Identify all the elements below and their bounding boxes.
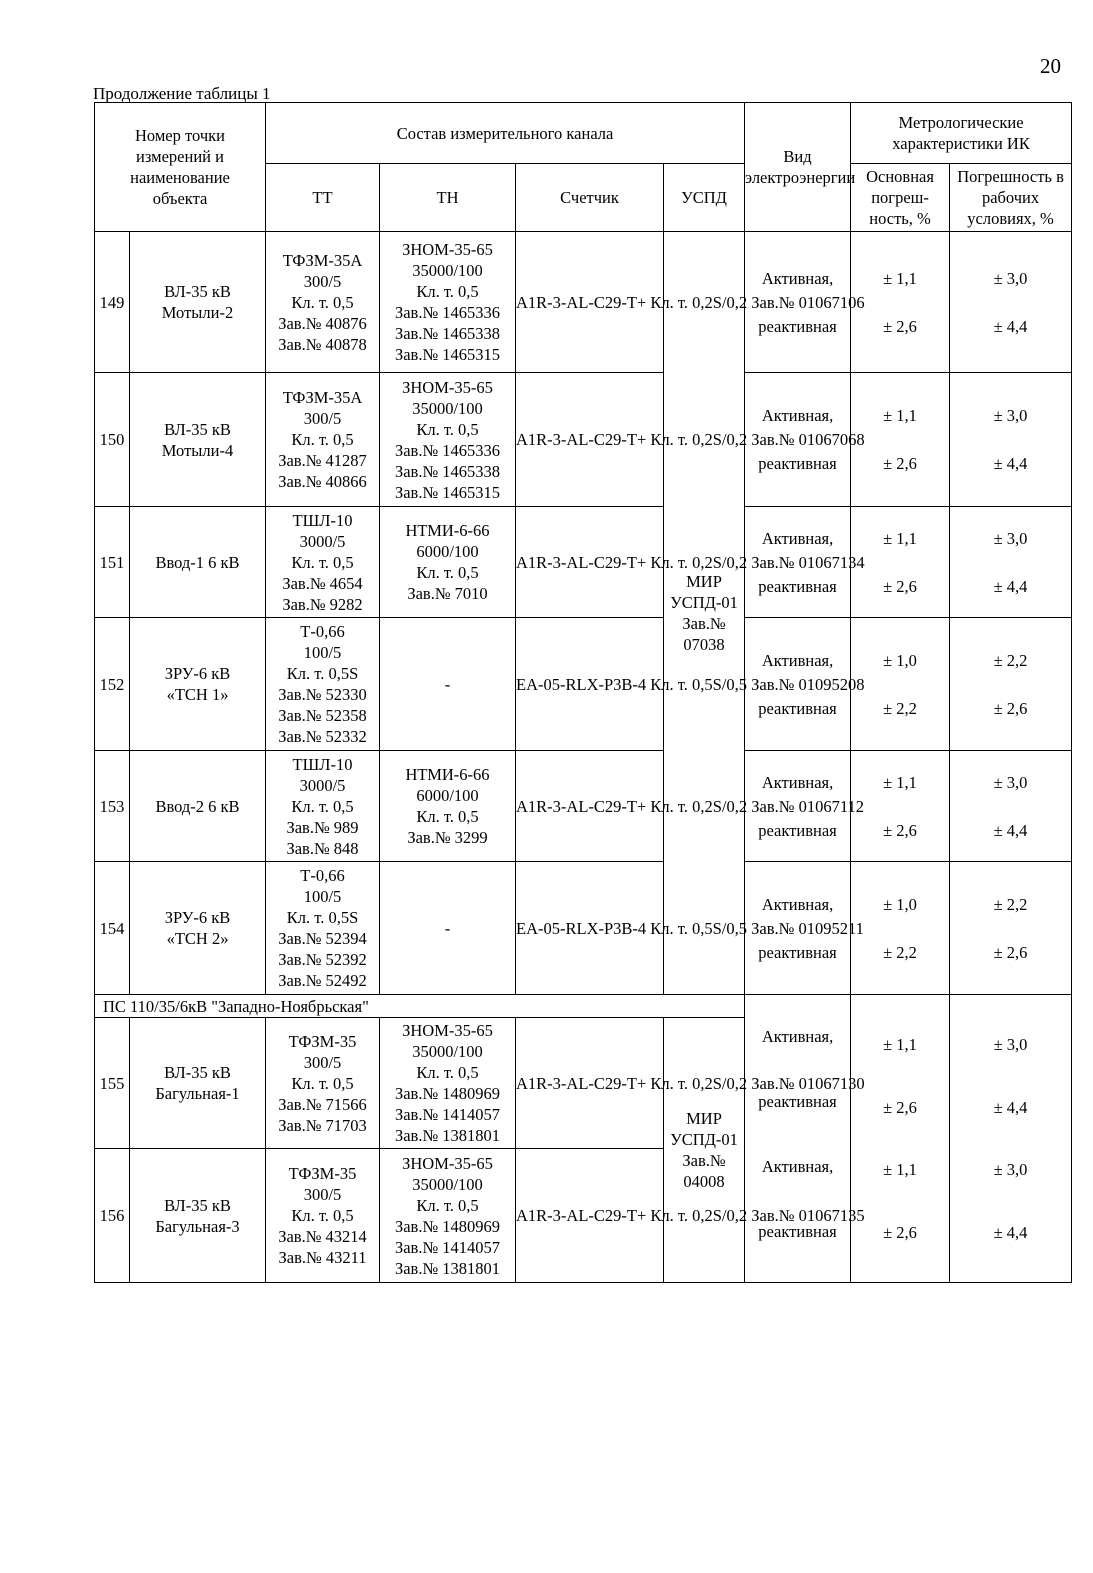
header-channel: Состав измерительного канала <box>266 103 745 164</box>
energy-reactive: реактивная <box>758 576 837 596</box>
tn-cell: ЗНОМ-35-65 35000/100 Кл. т. 0,5 Зав.№ 1465336 Зав.№ 1465338 Зав.№ 1465315 <box>380 232 516 373</box>
base-error-active: ± 1,1 <box>883 406 917 425</box>
base-error-active: ± 1,1 <box>883 1035 917 1055</box>
base-error-reactive: ± 2,6 <box>883 576 917 596</box>
energy-reactive: реактивная <box>758 316 837 336</box>
row-number: 154 <box>95 862 130 995</box>
energy-reactive: реактивная <box>758 942 837 962</box>
work-error-reactive: ± 4,4 <box>993 316 1028 336</box>
work-error-active: ± 3,0 <box>993 406 1028 425</box>
work-error-reactive: ± 2,6 <box>993 698 1028 718</box>
row-number: 155 <box>95 1018 130 1149</box>
header-base-error: Основная погреш-ность, % <box>851 164 950 232</box>
uspd-cell: МИР УСПД-01 Зав.№ 07038 <box>664 232 745 995</box>
work-error-reactive: ± 4,4 <box>993 454 1028 473</box>
work-error-active: ± 2,2 <box>993 894 1028 914</box>
work-error-active: ± 3,0 <box>993 528 1028 548</box>
tt-cell: ТФЗМ-35А 300/5 Кл. т. 0,5 Зав.№ 40876 Зав.№ 40878 <box>266 232 380 373</box>
measurement-table <box>94 102 1072 1283</box>
row-number: 152 <box>95 618 130 751</box>
energy-active: Активная, <box>761 528 834 548</box>
page-number: 20 <box>1040 54 1061 78</box>
row-number: 153 <box>95 751 130 862</box>
base-error-reactive: ± 2,6 <box>883 820 917 840</box>
work-error-active: ± 3,0 <box>993 772 1028 792</box>
base-error-active: ± 1,0 <box>883 894 917 914</box>
work-error-active: ± 3,0 <box>993 1160 1028 1180</box>
energy-active: Активная, <box>761 268 834 288</box>
base-error-reactive: ± 2,6 <box>883 1222 917 1242</box>
table-row <box>95 618 1072 751</box>
energy-active: Активная, <box>761 406 834 425</box>
tt-cell: Т-0,66 100/5 Кл. т. 0,5S Зав.№ 52330 Зав.№ 52358 Зав.№ 52332 <box>266 618 380 751</box>
base-error-reactive: ± 2,6 <box>883 454 917 473</box>
work-error-reactive: ± 4,4 <box>993 1097 1028 1117</box>
section-row <box>95 995 1072 1018</box>
object-name: ВЛ-35 кВ Мотыли-4 <box>130 373 266 507</box>
header-tt: ТТ <box>266 164 380 232</box>
object-name: Ввод-2 6 кВ <box>130 751 266 862</box>
energy-active: Активная, <box>761 772 834 792</box>
tn-cell: - <box>380 862 516 995</box>
tn-cell: ЗНОМ-35-65 35000/100 Кл. т. 0,5 Зав.№ 1480969 Зав.№ 1414057 Зав.№ 1381801 <box>380 1149 516 1283</box>
base-error-active: ± 1,1 <box>883 772 917 792</box>
energy-reactive: реактивная <box>758 454 837 473</box>
meter-cell: EA-05-RLX-P3B-4 Кл. т. 0,5S/0,5 Зав.№ 01095208 <box>516 618 664 751</box>
tt-cell: ТФЗМ-35 300/5 Кл. т. 0,5 Зав.№ 43214 Зав.№ 43211 <box>266 1149 380 1283</box>
work-error-active: ± 3,0 <box>993 268 1028 288</box>
header-point: Номер точки измерений и наименование объекта <box>95 103 266 232</box>
work-error-reactive: ± 4,4 <box>993 820 1028 840</box>
table-row <box>95 373 1072 507</box>
work-error-reactive: ± 4,4 <box>993 1222 1028 1242</box>
base-error-reactive: ± 2,6 <box>883 316 917 336</box>
row-number: 156 <box>95 1149 130 1283</box>
tn-cell: ЗНОМ-35-65 35000/100 Кл. т. 0,5 Зав.№ 1465336 Зав.№ 1465338 Зав.№ 1465315 <box>380 373 516 507</box>
base-error-reactive: ± 2,2 <box>883 942 917 962</box>
meter-cell: A1R-3-AL-C29-T+ Кл. т. 0,2S/0,2 Зав.№ 01067106 <box>516 232 664 373</box>
uspd-cell: МИР УСПД-01 Зав.№ 04008 <box>664 1018 745 1283</box>
object-name: ЗРУ-6 кВ «ТСН 2» <box>130 862 266 995</box>
meter-cell: A1R-3-AL-C29-T+ Кл. т. 0,2S/0,2 Зав.№ 01067130 <box>516 1018 664 1149</box>
header-uspd: УСПД <box>664 164 745 232</box>
work-error-reactive: ± 2,6 <box>993 942 1028 962</box>
object-name: ВЛ-35 кВ Мотыли-2 <box>130 232 266 373</box>
header-meter: Счетчик <box>516 164 664 232</box>
energy-active: Активная, <box>761 650 834 670</box>
tn-cell: НТМИ-6-66 6000/100 Кл. т. 0,5 Зав.№ 3299 <box>380 751 516 862</box>
tn-cell: ЗНОМ-35-65 35000/100 Кл. т. 0,5 Зав.№ 1480969 Зав.№ 1414057 Зав.№ 1381801 <box>380 1018 516 1149</box>
energy-active: Активная, <box>761 1026 834 1046</box>
base-error-active: ± 1,1 <box>883 268 917 288</box>
header-tn: ТН <box>380 164 516 232</box>
tt-cell: ТФЗМ-35А 300/5 Кл. т. 0,5 Зав.№ 41287 Зав.№ 40866 <box>266 373 380 507</box>
energy-active: Активная, <box>761 894 834 914</box>
table-row <box>95 862 1072 995</box>
tt-cell: ТШЛ-10 3000/5 Кл. т. 0,5 Зав.№ 4654 Зав.№ 9282 <box>266 507 380 618</box>
base-error-active: ± 1,1 <box>883 528 917 548</box>
meter-cell: A1R-3-AL-C29-T+ Кл. т. 0,2S/0,2 Зав.№ 01067112 <box>516 751 664 862</box>
meter-cell: A1R-3-AL-C29-T+ Кл. т. 0,2S/0,2 Зав.№ 01067134 <box>516 507 664 618</box>
meter-cell: EA-05-RLX-P3B-4 Кл. т. 0,5S/0,5 Зав.№ 01095211 <box>516 862 664 995</box>
energy-reactive: реактивная <box>758 820 837 840</box>
energy-reactive: реактивная <box>758 1221 837 1241</box>
row-number: 150 <box>95 373 130 507</box>
table-row <box>95 232 1072 373</box>
base-error-reactive: ± 2,6 <box>883 1097 917 1117</box>
table-row <box>95 507 1072 618</box>
energy-active: Активная, <box>761 1156 834 1176</box>
header-energy: Вид электроэнергии <box>745 103 851 232</box>
work-error-reactive: ± 4,4 <box>993 576 1028 596</box>
tt-cell: ТШЛ-10 3000/5 Кл. т. 0,5 Зав.№ 989 Зав.№ 848 <box>266 751 380 862</box>
row-number: 149 <box>95 232 130 373</box>
table-row <box>95 751 1072 862</box>
base-error-active: ± 1,0 <box>883 650 917 670</box>
energy-reactive: реактивная <box>758 1091 837 1111</box>
row-number: 151 <box>95 507 130 618</box>
tn-cell: НТМИ-6-66 6000/100 Кл. т. 0,5 Зав.№ 7010 <box>380 507 516 618</box>
work-error-active: ± 2,2 <box>993 650 1028 670</box>
base-error-active: ± 1,1 <box>883 1160 917 1180</box>
table-caption: Продолжение таблицы 1 <box>93 84 271 103</box>
header-metro: Метрологические характеристики ИК <box>851 103 1072 164</box>
object-name: ВЛ-35 кВ Багульная-3 <box>130 1149 266 1283</box>
tt-cell: ТФЗМ-35 300/5 Кл. т. 0,5 Зав.№ 71566 Зав.№ 71703 <box>266 1018 380 1149</box>
section-title: ПС 110/35/6кВ "Западно-Ноябрьская" <box>95 995 745 1018</box>
header-work-error: Погрешность в рабочих условиях, % <box>950 164 1072 232</box>
object-name: Ввод-1 6 кВ <box>130 507 266 618</box>
object-name: ЗРУ-6 кВ «ТСН 1» <box>130 618 266 751</box>
meter-cell: A1R-3-AL-C29-T+ Кл. т. 0,2S/0,2 Зав.№ 01067068 <box>516 373 664 507</box>
meter-cell: A1R-3-AL-C29-T+ Кл. т. 0,2S/0,2 Зав.№ 01067135 <box>516 1149 664 1283</box>
object-name: ВЛ-35 кВ Багульная-1 <box>130 1018 266 1149</box>
energy-reactive: реактивная <box>758 698 837 718</box>
tt-cell: Т-0,66 100/5 Кл. т. 0,5S Зав.№ 52394 Зав.№ 52392 Зав.№ 52492 <box>266 862 380 995</box>
work-error-active: ± 3,0 <box>993 1035 1028 1055</box>
tn-cell: - <box>380 618 516 751</box>
base-error-reactive: ± 2,2 <box>883 698 917 718</box>
